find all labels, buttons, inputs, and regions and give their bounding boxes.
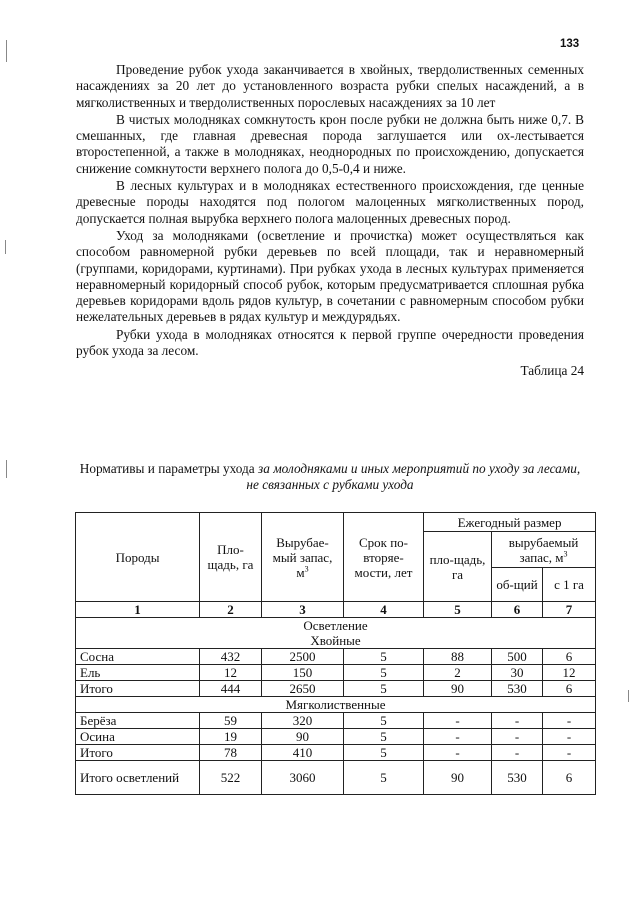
row-period: 5 — [344, 745, 424, 761]
row-species: Итого — [76, 745, 200, 761]
row-annual-area: 2 — [424, 665, 492, 681]
binding-mark — [6, 40, 7, 62]
section-clearing: Осветление — [303, 618, 368, 633]
norms-table — [75, 512, 596, 795]
row-stock: 150 — [262, 665, 344, 681]
row-area: 19 — [200, 729, 262, 745]
caption-italic: за молодняками и иных мероприятий по уходу за лесами, не связанных с рубками ухода — [246, 461, 581, 492]
row-species: Берёза — [76, 713, 200, 729]
row-area: 12 — [200, 665, 262, 681]
row-annual-total: 530 — [492, 681, 543, 697]
row-species: Ель — [76, 665, 200, 681]
paragraph: В чистых молодняках сомкнутость крон после рубки не должна быть ниже 0,7. В смешанных, где главная древесная порода заглушается или ох-лестывается второстепенной, а также в молодняках, неоднородных по происхождению, допускается снижение сомкнутости верхнего полога до 0,5-0,4 и ниже. — [76, 111, 584, 176]
binding-mark — [5, 240, 6, 254]
header-species: Породы — [76, 513, 200, 602]
row-annual-area: 90 — [424, 681, 492, 697]
header-felled-stock: Вырубае-мый запас, $м^3$ — [262, 513, 344, 602]
header-annual-stock: вырубаемый запас, $м^3$ — [492, 532, 596, 568]
row-stock: 320 — [262, 713, 344, 729]
page-number: 133 — [560, 38, 580, 50]
column-number: 4 — [344, 602, 424, 618]
body-text — [76, 62, 584, 380]
row-annual-area: 88 — [424, 649, 492, 665]
row-annual-area: - — [424, 729, 492, 745]
row-annual-per-ha: - — [543, 729, 596, 745]
table-row — [76, 713, 596, 729]
section-heading — [76, 618, 596, 649]
binding-mark — [6, 460, 7, 478]
row-annual-per-ha: 12 — [543, 665, 596, 681]
row-stock: 90 — [262, 729, 344, 745]
row-species: Осина — [76, 729, 200, 745]
table-row — [76, 745, 596, 761]
row-stock: 410 — [262, 745, 344, 761]
row-annual-per-ha: - — [543, 713, 596, 729]
row-area: 444 — [200, 681, 262, 697]
row-period: 5 — [344, 713, 424, 729]
row-species: Итого — [76, 681, 200, 697]
row-stock: 2500 — [262, 649, 344, 665]
header-annual: Ежегодный размер — [424, 513, 596, 532]
header-repeat-period: Срок по-вторяе-мости, лет — [344, 513, 424, 602]
row-area: 59 — [200, 713, 262, 729]
row-annual-total: - — [492, 713, 543, 729]
row-annual-area: 90 — [424, 761, 492, 795]
column-number-row — [76, 602, 596, 618]
row-annual-total: - — [492, 745, 543, 761]
row-period: 5 — [344, 665, 424, 681]
row-species: Итого осветлений — [76, 761, 200, 795]
row-period: 5 — [344, 729, 424, 745]
header-area: Пло-щадь, га — [200, 513, 262, 602]
paragraph: Рубки ухода в молодняках относятся к первой группе очередности проведения рубок ухода за лесом. — [76, 326, 584, 359]
table-caption — [76, 461, 584, 493]
column-number: 1 — [76, 602, 200, 618]
row-species: Сосна — [76, 649, 200, 665]
table-row — [76, 649, 596, 665]
row-period: 5 — [344, 761, 424, 795]
row-area: 432 — [200, 649, 262, 665]
row-stock: 3060 — [262, 761, 344, 795]
row-annual-total: 500 — [492, 649, 543, 665]
binding-mark — [628, 690, 629, 702]
group-coniferous: Хвойные — [310, 633, 361, 648]
row-annual-per-ha: 6 — [543, 649, 596, 665]
table-label: Таблица 24 — [520, 363, 584, 379]
row-period: 5 — [344, 681, 424, 697]
column-number: 2 — [200, 602, 262, 618]
column-number: 5 — [424, 602, 492, 618]
column-number: 6 — [492, 602, 543, 618]
row-annual-per-ha: 6 — [543, 681, 596, 697]
table-row — [76, 681, 596, 697]
row-annual-per-ha: - — [543, 745, 596, 761]
row-period: 5 — [344, 649, 424, 665]
table-row — [76, 665, 596, 681]
row-annual-area: - — [424, 713, 492, 729]
row-area: 78 — [200, 745, 262, 761]
row-annual-total: 530 — [492, 761, 543, 795]
column-number: 7 — [543, 602, 596, 618]
header-per-ha: с 1 га — [543, 568, 596, 602]
row-annual-area: - — [424, 745, 492, 761]
header-total: об-щий — [492, 568, 543, 602]
paragraph: Уход за молодняками (осветление и прочистка) может осуществляться как способом равномерной рубки деревьев по всей площади, так и неравномерный (группами, коридорами, куртинами). При рубках ухода в лесных культурах применяется неравномерный коридорный способ рубок, которым предусматривается сплошная рубка деревьев коридорами вдоль рядов культур, в сочетании с равномерным способом рубки нежелательных деревьев в рядах культур и междурядьях. — [76, 227, 584, 325]
paragraph: Проведение рубок ухода заканчивается в хвойных, твердолиственных семенных насаждениях за 20 лет до установленного возраста рубки спелых насаждений, а в мягколиственных и твердолиственных порослевых насаждениях за 10 лет — [76, 62, 584, 110]
paragraph: В лесных культурах и в молодняках естественного происхождения, где ценные древесные породы находятся под пологом малоценных мягколиственных пород, допускается полная вырубка верхнего полога малоценных древесных пород. — [76, 178, 584, 226]
row-annual-total: 30 — [492, 665, 543, 681]
table-row — [76, 729, 596, 745]
column-number: 3 — [262, 602, 344, 618]
row-annual-total: - — [492, 729, 543, 745]
table-row-grand-total — [76, 761, 596, 795]
row-annual-per-ha: 6 — [543, 761, 596, 795]
group-softwood: Мягколиственные — [76, 697, 596, 713]
row-stock: 2650 — [262, 681, 344, 697]
caption-plain: Нормативы и параметры ухода — [79, 461, 259, 476]
header-annual-area: пло-щадь, га — [424, 532, 492, 602]
row-area: 522 — [200, 761, 262, 795]
